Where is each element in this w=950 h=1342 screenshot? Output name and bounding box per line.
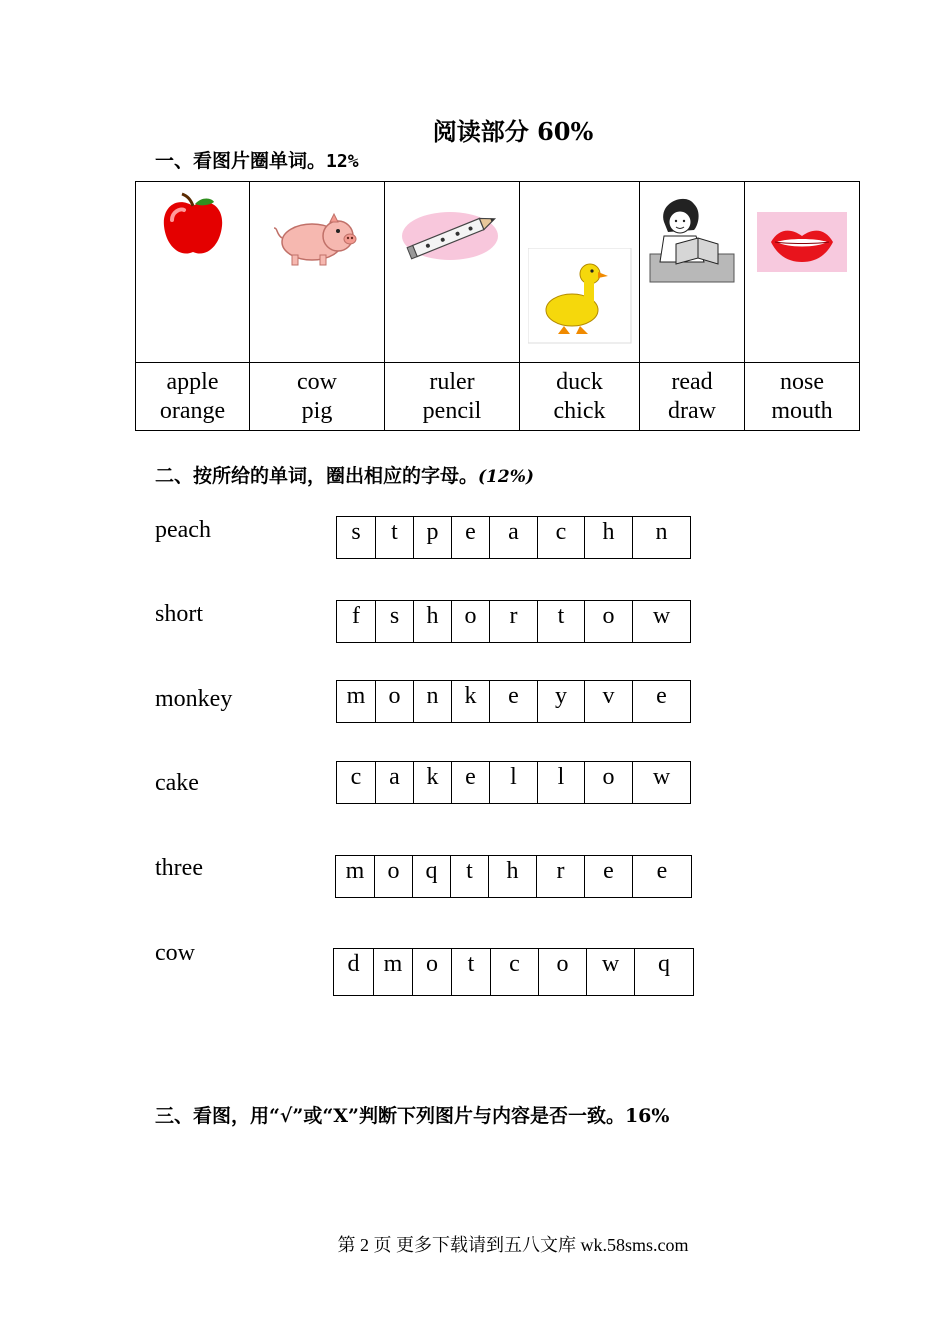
target-word: monkey — [155, 686, 233, 712]
letter-grid — [336, 600, 691, 643]
word-option[interactable]: apple — [166, 368, 219, 395]
letter-cell[interactable]: y — [538, 681, 585, 723]
letter-cell[interactable]: h — [414, 601, 452, 643]
letter-cell[interactable]: m — [374, 949, 413, 996]
letter-cell[interactable]: o — [585, 601, 633, 643]
word-option[interactable]: pencil — [422, 397, 482, 424]
pencil-icon — [400, 198, 504, 268]
letter-cell[interactable]: w — [587, 949, 635, 996]
word-cell — [745, 363, 860, 431]
word-option[interactable]: chick — [553, 397, 606, 424]
letter-cell[interactable]: k — [414, 762, 452, 804]
word-cell — [250, 363, 385, 431]
word-option[interactable]: mouth — [771, 397, 833, 424]
letter-cell[interactable]: s — [337, 517, 376, 559]
section2-heading — [155, 461, 534, 488]
letter-grid — [335, 855, 692, 898]
section1-heading-text: 一、看图片圈单词。 — [155, 150, 327, 172]
letter-cell[interactable]: s — [376, 601, 414, 643]
letter-cell[interactable]: o — [585, 762, 633, 804]
letter-cell[interactable]: n — [633, 517, 691, 559]
letter-cell[interactable]: l — [538, 762, 585, 804]
picture-word-table — [135, 181, 860, 431]
picture-cell-lips — [745, 182, 860, 363]
word-option[interactable]: cow — [297, 368, 337, 395]
word-cell — [640, 363, 745, 431]
letter-cell[interactable]: w — [633, 601, 691, 643]
letter-cell[interactable]: n — [414, 681, 452, 723]
letter-cell[interactable]: a — [490, 517, 538, 559]
letter-cell[interactable]: t — [538, 601, 585, 643]
letter-cell[interactable]: h — [489, 856, 537, 898]
word-option[interactable]: duck — [556, 368, 603, 395]
section2-heading-text: 二、按所给的单词，圈出相应的字母。 — [155, 465, 479, 487]
pig-icon — [272, 210, 362, 270]
duck-icon — [528, 248, 632, 344]
letter-cell[interactable]: e — [452, 517, 490, 559]
page-title: 阅读部分 60% — [432, 117, 594, 146]
letter-cell[interactable]: e — [452, 762, 490, 804]
word-option[interactable]: draw — [668, 397, 716, 424]
letter-cell[interactable]: e — [633, 856, 692, 898]
letter-cell[interactable]: c — [491, 949, 539, 996]
section3-heading: 三、看图，用“√”或“X”判断下列图片与内容是否一致。16% — [155, 1105, 670, 1127]
target-word: cake — [155, 770, 199, 796]
letter-cell[interactable]: r — [490, 601, 538, 643]
letter-cell[interactable]: t — [451, 856, 489, 898]
picture-cell-pig — [250, 182, 385, 363]
letter-cell[interactable]: k — [452, 681, 490, 723]
letter-grid — [333, 948, 694, 996]
word-option[interactable]: orange — [159, 397, 226, 424]
girl-reading-icon — [646, 192, 738, 288]
picture-cell-apple — [136, 182, 250, 363]
lips-icon — [757, 212, 847, 272]
letter-cell[interactable]: c — [337, 762, 376, 804]
word-cell — [385, 363, 520, 431]
letter-cell[interactable]: f — [337, 601, 376, 643]
letter-cell[interactable]: o — [413, 949, 452, 996]
picture-cell-girl-reading — [640, 182, 745, 363]
target-word: cow — [155, 940, 195, 966]
letter-grid — [336, 516, 691, 559]
apple-icon — [158, 192, 228, 262]
section1-percent: 12% — [326, 151, 359, 172]
letter-cell[interactable]: e — [633, 681, 691, 723]
letter-cell[interactable]: t — [376, 517, 414, 559]
target-word: short — [155, 601, 203, 627]
word-option[interactable]: ruler — [429, 368, 475, 395]
letter-cell[interactable]: h — [585, 517, 633, 559]
letter-grid — [336, 680, 691, 723]
word-cell — [520, 363, 640, 431]
letter-cell[interactable]: e — [585, 856, 633, 898]
letter-cell[interactable]: q — [635, 949, 694, 996]
picture-cell-pencil — [385, 182, 520, 363]
letter-cell[interactable]: r — [537, 856, 585, 898]
letter-cell[interactable]: a — [376, 762, 414, 804]
letter-cell[interactable]: v — [585, 681, 633, 723]
letter-cell[interactable]: o — [539, 949, 587, 996]
section2-percent: (12%) — [478, 467, 534, 487]
word-cell — [136, 363, 250, 431]
letter-cell[interactable]: e — [490, 681, 538, 723]
letter-cell[interactable]: o — [375, 856, 413, 898]
letter-cell[interactable]: d — [334, 949, 374, 996]
target-word: peach — [155, 517, 211, 543]
page-footer: 第 2 页 更多下载请到五八文库 wk.58sms.com — [337, 1235, 689, 1255]
picture-cell-duck — [520, 182, 640, 363]
letter-cell[interactable]: o — [376, 681, 414, 723]
word-option[interactable]: read — [671, 368, 713, 395]
letter-cell[interactable]: m — [337, 681, 376, 723]
letter-cell[interactable]: l — [490, 762, 538, 804]
target-word: three — [155, 855, 203, 881]
letter-cell[interactable]: q — [413, 856, 451, 898]
letter-grid — [336, 761, 691, 804]
letter-cell[interactable]: w — [633, 762, 691, 804]
letter-cell[interactable]: o — [452, 601, 490, 643]
letter-cell[interactable]: p — [414, 517, 452, 559]
word-option[interactable]: nose — [780, 368, 824, 395]
section1-heading — [155, 146, 359, 173]
letter-cell[interactable]: m — [336, 856, 375, 898]
word-option[interactable]: pig — [301, 397, 333, 424]
letter-cell[interactable]: t — [452, 949, 491, 996]
letter-cell[interactable]: c — [538, 517, 585, 559]
